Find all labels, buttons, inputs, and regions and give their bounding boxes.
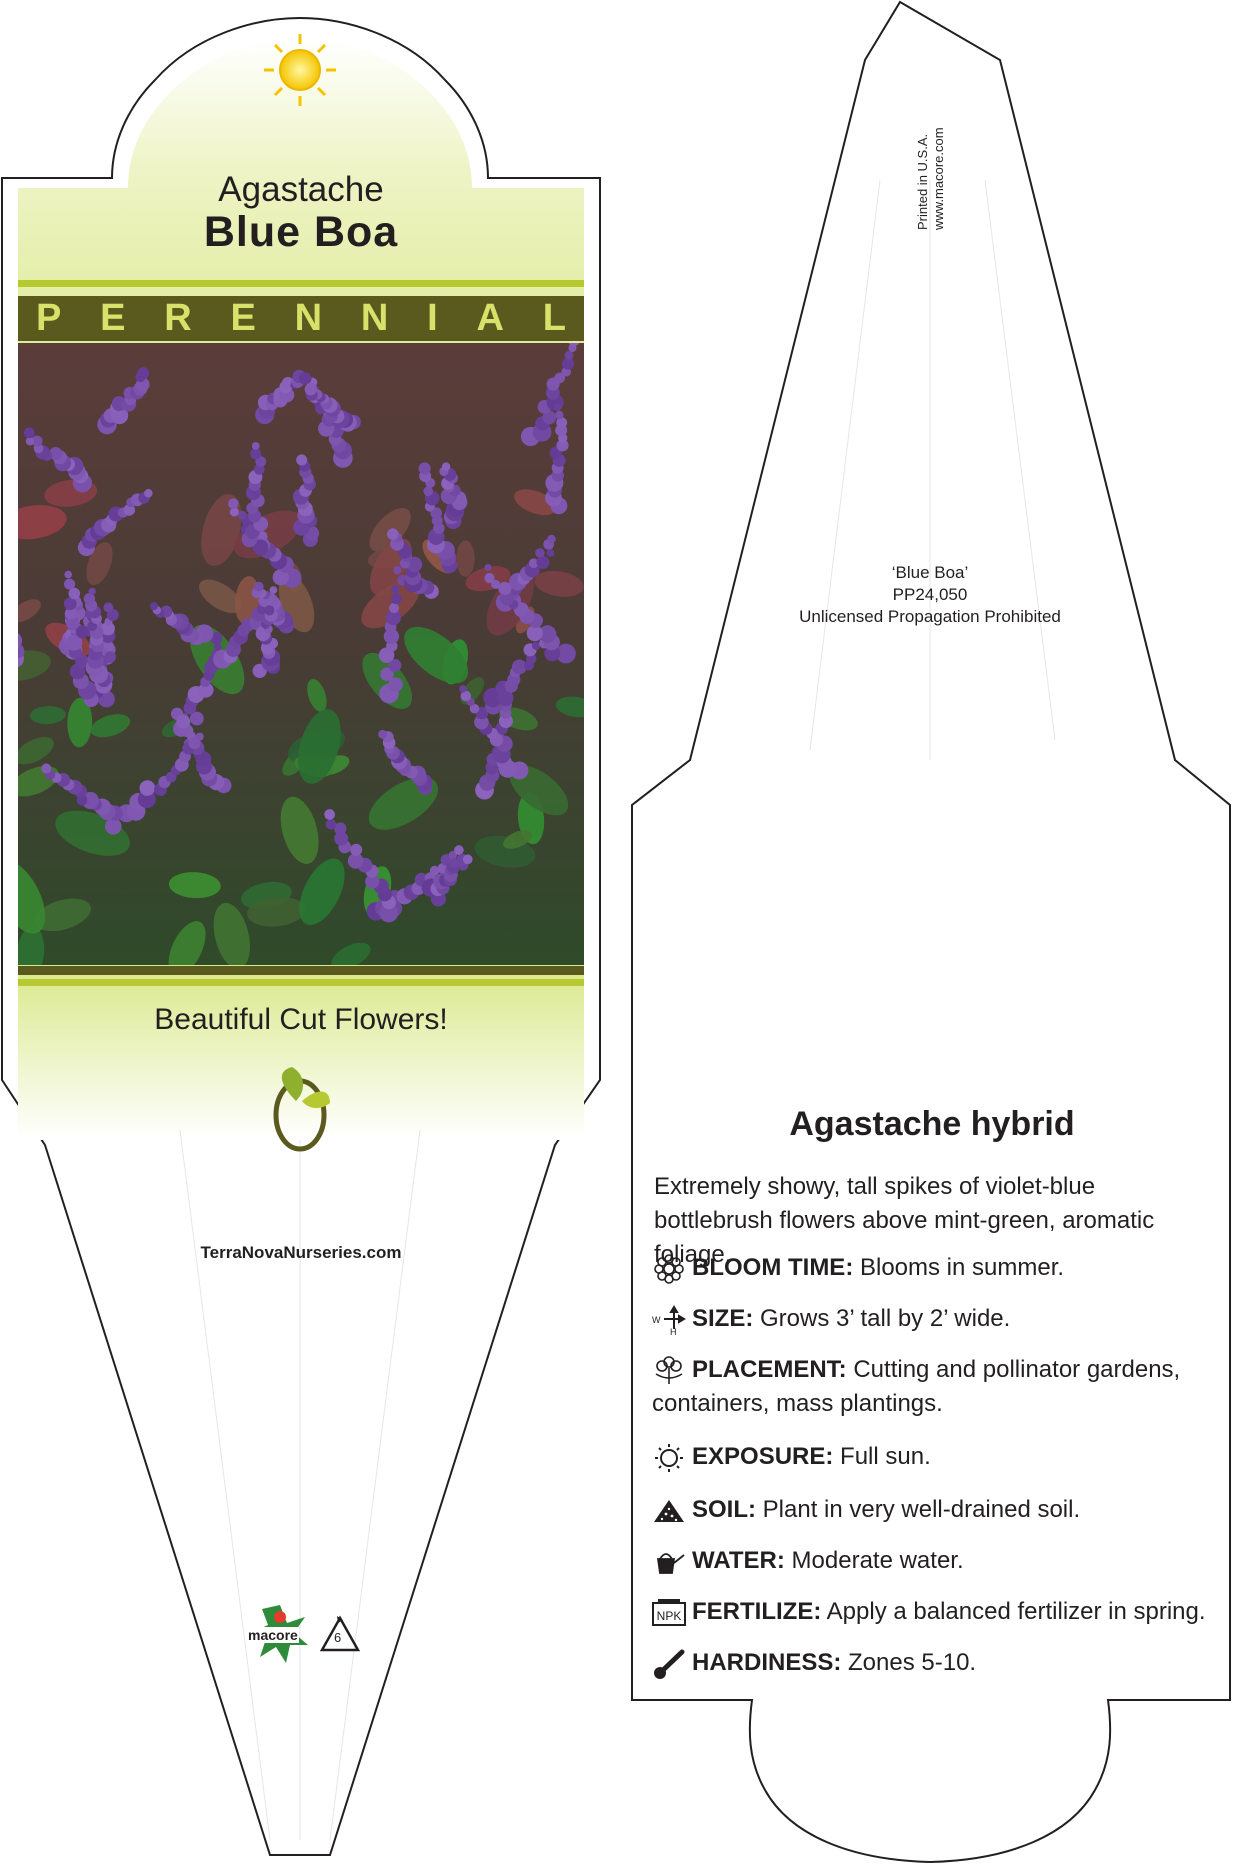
care-label: SIZE: — [692, 1305, 754, 1332]
care-text: Grows 3’ tall by 2’ wide. — [753, 1305, 1011, 1332]
care-text: Zones 5-10. — [841, 1649, 977, 1676]
genus-name: Agastache — [218, 170, 384, 209]
sun-outline-icon — [652, 1443, 686, 1473]
care-label: WATER: — [692, 1547, 785, 1574]
printed-line-1: Printed in U.S.A. — [915, 133, 930, 230]
size-h-label: H — [670, 1326, 677, 1335]
right-tag-outline — [632, 2, 1230, 1862]
care-label: EXPOSURE: — [692, 1443, 834, 1470]
printed-line-2: www.macore.com — [931, 127, 946, 230]
lower-green-fade — [18, 965, 584, 1140]
care-item-fertilize — [652, 1595, 1212, 1629]
macore-logo-text: macore — [248, 1627, 298, 1643]
size-arrows-icon — [652, 1305, 686, 1335]
category-letter: L — [542, 297, 566, 339]
plant-photo-image — [18, 343, 584, 965]
bottom-rule-green — [18, 979, 584, 986]
patent-name: ‘Blue Boa’ — [891, 563, 969, 582]
care-text: Full sun. — [833, 1443, 931, 1470]
care-item-exposure — [652, 1440, 1212, 1474]
website-link[interactable]: TerraNovaNurseries.com — [200, 1243, 402, 1262]
npk-text: NPK — [656, 1608, 682, 1623]
care-label: FERTILIZE: — [692, 1598, 822, 1625]
care-item-placement — [652, 1353, 1212, 1421]
patent-number: PP24,050 — [892, 585, 968, 604]
care-text: Apply a balanced fertilizer in spring. — [821, 1598, 1206, 1625]
care-text: Moderate water. — [784, 1547, 964, 1574]
care-label: HARDINESS: — [692, 1649, 842, 1676]
species-name: Agastache hybrid — [789, 1105, 1075, 1143]
watering-can-icon — [652, 1547, 686, 1577]
category-letter: R — [164, 297, 192, 339]
care-item-bloom — [652, 1251, 1212, 1285]
tagline: Beautiful Cut Flowers! — [154, 1003, 448, 1036]
category-letter: A — [476, 297, 504, 339]
care-text: Blooms in summer. — [853, 1254, 1065, 1281]
plant-photo — [18, 343, 584, 965]
recycle-code: 6 — [334, 1630, 342, 1645]
placement-icon — [652, 1356, 686, 1386]
category-letter: N — [294, 297, 323, 339]
care-label: BLOOM TIME: — [692, 1254, 854, 1281]
category-letter: E — [100, 297, 126, 339]
top-rule — [18, 280, 584, 287]
thermometer-icon — [652, 1649, 686, 1679]
plant-description: Extremely showy, tall spikes of violet-blue bottlebrush flowers above mint-green, aromatic foliage. — [654, 1173, 1155, 1268]
printed-in-note — [915, 127, 947, 230]
care-label: SOIL: — [692, 1496, 756, 1523]
category-label — [18, 296, 584, 341]
care-item-soil — [652, 1493, 1212, 1527]
care-item-water — [652, 1544, 1212, 1578]
cultivar-name: Blue Boa — [203, 208, 399, 256]
care-text: Cutting and pollinator gardens, containers, mass plantings. — [652, 1356, 1181, 1417]
care-text: Plant in very well-drained soil. — [756, 1496, 1081, 1523]
npk-icon — [652, 1598, 686, 1628]
patent-block — [700, 562, 1160, 628]
patent-notice: Unlicensed Propagation Prohibited — [799, 607, 1061, 626]
category-letter: E — [230, 297, 256, 339]
care-item-hardiness — [652, 1646, 1212, 1680]
category-letter: I — [427, 297, 438, 339]
care-item-size — [652, 1302, 1212, 1336]
category-letter: N — [360, 297, 389, 339]
category-letter: P — [36, 297, 62, 339]
care-label: PLACEMENT: — [692, 1356, 847, 1383]
size-w-label: W — [652, 1314, 661, 1325]
flower-icon — [652, 1254, 686, 1284]
soil-icon — [652, 1496, 686, 1526]
bottom-rule-dark — [18, 966, 584, 975]
